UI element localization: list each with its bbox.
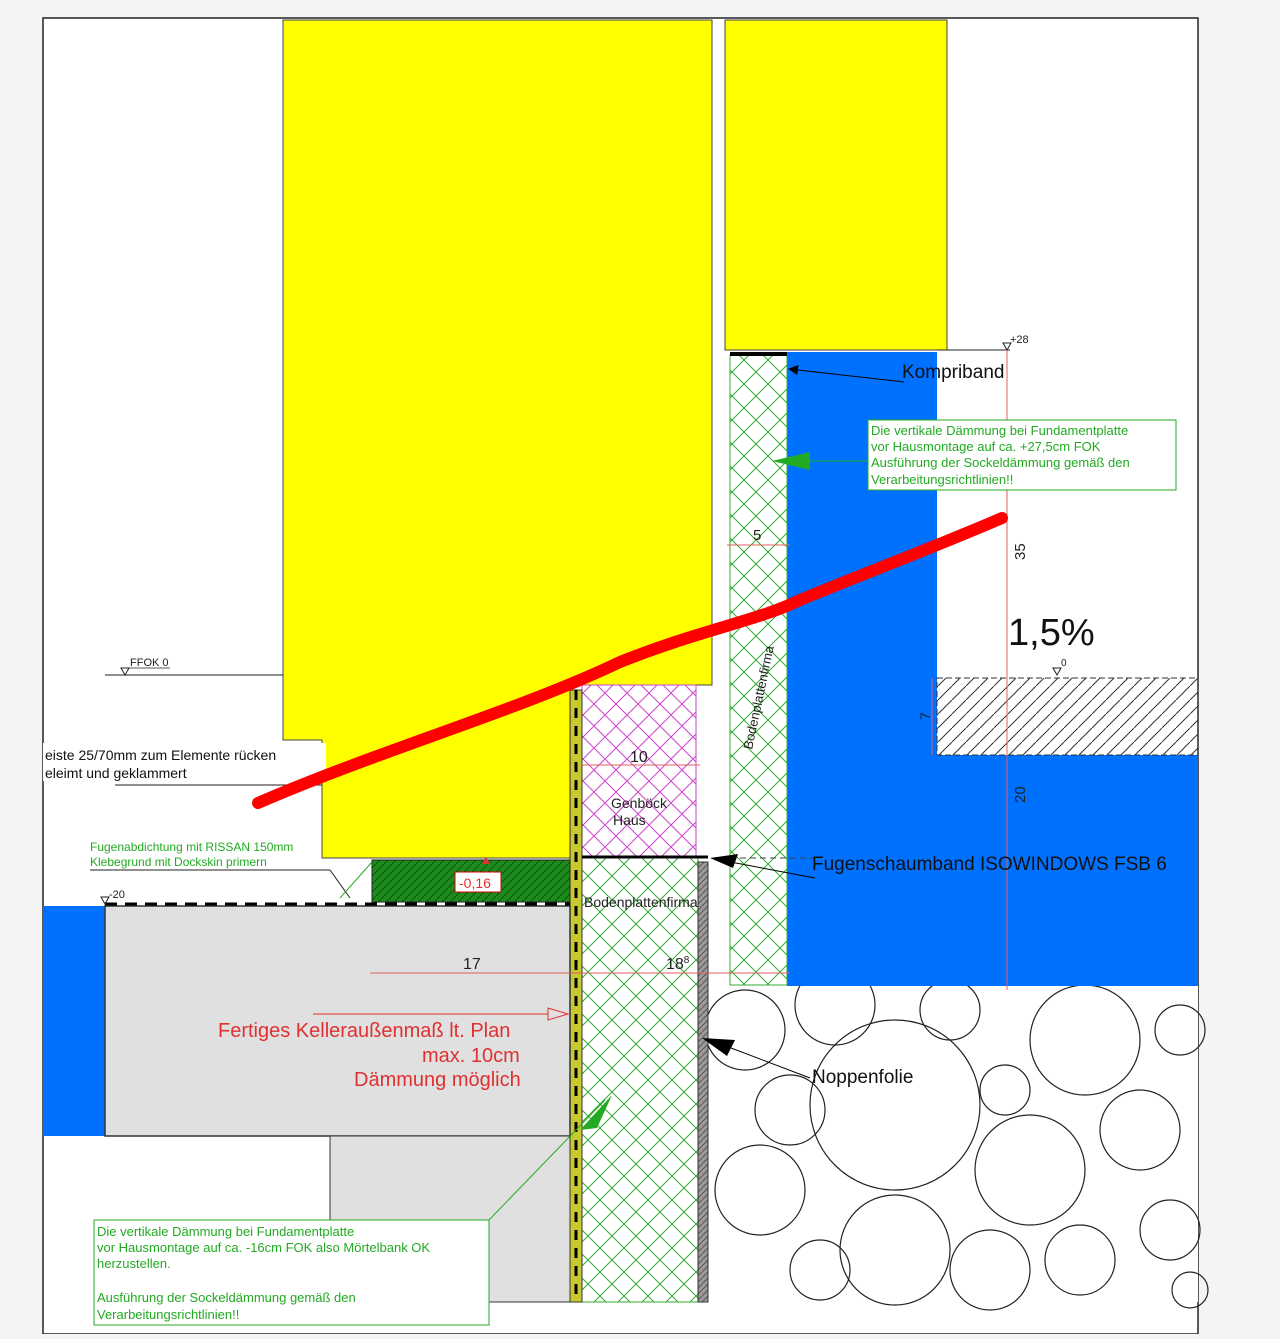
svg-text:Verarbeitungsrichtlinien!!: Verarbeitungsrichtlinien!! [97,1307,240,1322]
dim-17: 17 [463,956,481,973]
minus20-label: -20 [109,889,125,901]
screed-hatched [937,678,1198,755]
dim-18: $18^8$ [666,955,690,973]
lower-vertical-insulation [582,858,698,1302]
svg-text:Dämmung möglich: Dämmung möglich [354,1069,521,1091]
gravel-bed [705,965,1208,1310]
dim-5: 5 [753,527,762,544]
svg-text:Ausführung der Sockeldämmung: Ausführung der Sockeldämmung gemäß den [97,1290,356,1305]
svg-text:Die vertikale Dämmung bei Fund: Die vertikale Dämmung bei Fundamentplatte [97,1224,355,1239]
sealing-strip [570,690,582,1302]
kompriband-label: Kompriband [902,362,1005,383]
minus016-label: -0,16 [459,875,491,891]
plus28-label: +28 [1010,334,1029,346]
fugenschaumband-label: Fugenschaumband ISOWINDOWS FSB 6 [812,854,1167,875]
genboeck-label-1: Genböck [611,795,668,811]
dim-10: 10 [630,749,648,766]
svg-text:eleimt und geklammert: eleimt und geklammert [45,765,187,781]
zero-label: 0 [1061,658,1067,669]
leiste-note [43,743,326,785]
bodenplattenfirma-vertical-label: Bodenplattenfirma [740,644,777,751]
noppenfolie-label: Noppenfolie [812,1067,914,1088]
svg-text:Fugenabdichtung mit RISSAN 150: Fugenabdichtung mit RISSAN 150mm [90,840,294,854]
slope-label: 1,5% [1008,612,1095,654]
dim-20: 20 [1012,786,1029,803]
dimpled-membrane [698,862,708,1302]
svg-text:Verarbeitungsrichtlinien!!: Verarbeitungsrichtlinien!! [871,472,1014,487]
bodenplattenfirma-lower-label: Bodenplattenfirma [584,894,698,910]
svg-text:Klebegrund mit Dockskin prime: Klebegrund mit Dockskin primern [90,855,267,869]
svg-text:Fertiges Kelleraußenmaß lt. Pl: Fertiges Kelleraußenmaß lt. Plan [218,1020,511,1042]
dim-7: 7 [917,712,933,720]
svg-text:Ausführung der Sockeldämmung: Ausführung der Sockeldämmung gemäß den [871,455,1130,470]
svg-text:max. 10cm: max. 10cm [422,1045,520,1067]
genboeck-label-2: Haus [613,812,646,828]
svg-text:vor Hausmontage auf ca. -16cm: vor Hausmontage auf ca. -16cm FOK also Mörtelbank OK [97,1240,431,1255]
svg-text:vor Hausmontage auf ca. +27,5c: vor Hausmontage auf ca. +27,5cm FOK [871,439,1101,454]
dim-35: 35 [1012,543,1029,560]
svg-text:Die vertikale Dämmung bei Fund: Die vertikale Dämmung bei Fundamentplatte [871,423,1129,438]
ffok-label: FFOK 0 [130,657,169,669]
svg-text:herzustellen.: herzustellen. [97,1256,171,1271]
svg-text:eiste 25/70mm zum Elemente rüc: eiste 25/70mm zum Elemente rücken [45,747,277,763]
